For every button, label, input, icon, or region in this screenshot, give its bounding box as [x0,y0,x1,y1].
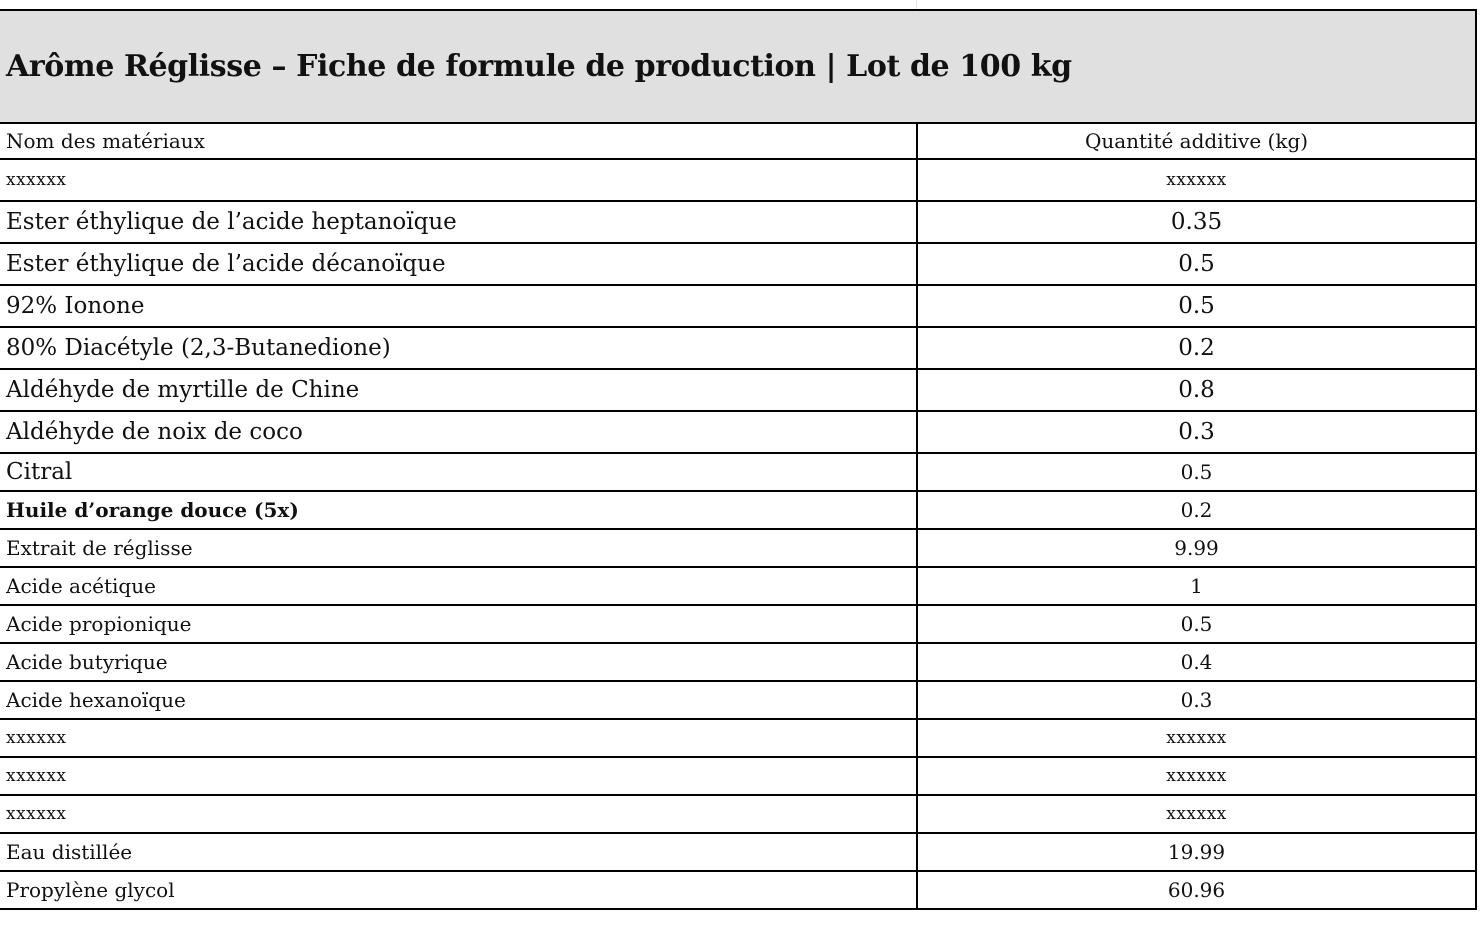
material-name-cell[interactable]: Acide acétique [0,567,917,605]
table-row [0,681,1476,719]
quantity-cell[interactable]: 0.5 [917,285,1476,327]
table-row [0,605,1476,643]
table-row [0,453,1476,491]
quantity-cell[interactable]: 0.2 [917,491,1476,529]
column-separator [916,0,917,9]
sheet-title[interactable]: Arôme Réglisse – Fiche de formule de production | Lot de 100 kg [0,10,1476,123]
table-row [0,285,1476,327]
quantity-cell[interactable]: 9.99 [917,529,1476,567]
material-name-cell[interactable]: Acide propionique [0,605,917,643]
header-quantity[interactable]: Quantité additive (kg) [917,123,1476,159]
quantity-cell[interactable]: 0.35 [917,201,1476,243]
table-row [0,833,1476,871]
table-row [0,369,1476,411]
table-row [0,201,1476,243]
quantity-cell[interactable]: 0.4 [917,643,1476,681]
material-name-cell[interactable]: xxxxxx [0,757,917,795]
table-row [0,795,1476,833]
material-name-cell[interactable]: 92% Ionone [0,285,917,327]
quantity-cell[interactable]: xxxxxx [917,795,1476,833]
table-row [0,871,1476,909]
table-row [0,159,1476,201]
header-material-name[interactable]: Nom des matériaux [0,123,917,159]
table-row [0,243,1476,285]
material-name-cell[interactable]: Acide hexanoïque [0,681,917,719]
quantity-cell[interactable]: 0.8 [917,369,1476,411]
material-name-cell[interactable]: Propylène glycol [0,871,917,909]
table-row [0,757,1476,795]
material-name-cell[interactable]: Acide butyrique [0,643,917,681]
table-row [0,491,1476,529]
quantity-cell[interactable]: 1 [917,567,1476,605]
formula-table [0,9,1477,910]
quantity-cell[interactable]: 0.5 [917,605,1476,643]
quantity-cell[interactable]: xxxxxx [917,159,1476,201]
quantity-cell[interactable]: 0.5 [917,453,1476,491]
table-row [0,643,1476,681]
material-name-cell[interactable]: xxxxxx [0,159,917,201]
material-name-cell[interactable]: Ester éthylique de l’acide décanoïque [0,243,917,285]
header-row [0,123,1476,159]
material-name-cell[interactable]: Eau distillée [0,833,917,871]
material-name-cell[interactable]: Huile d’orange douce (5x) [0,491,917,529]
table-row [0,327,1476,369]
material-name-cell[interactable]: Ester éthylique de l’acide heptanoïque [0,201,917,243]
quantity-cell[interactable]: 0.3 [917,681,1476,719]
quantity-cell[interactable]: 0.5 [917,243,1476,285]
table-row [0,529,1476,567]
table-row [0,719,1476,757]
table-row [0,411,1476,453]
table-row [0,567,1476,605]
sheet-top-gridline [0,0,1484,9]
material-name-cell[interactable]: Aldéhyde de myrtille de Chine [0,369,917,411]
material-name-cell[interactable]: Aldéhyde de noix de coco [0,411,917,453]
quantity-cell[interactable]: 60.96 [917,871,1476,909]
material-name-cell[interactable]: Extrait de réglisse [0,529,917,567]
quantity-cell[interactable]: xxxxxx [917,757,1476,795]
quantity-cell[interactable]: 19.99 [917,833,1476,871]
material-name-cell[interactable]: xxxxxx [0,719,917,757]
quantity-cell[interactable]: xxxxxx [917,719,1476,757]
material-name-cell[interactable]: Citral [0,453,917,491]
material-name-cell[interactable]: xxxxxx [0,795,917,833]
material-name-cell[interactable]: 80% Diacétyle (2,3-Butanedione) [0,327,917,369]
title-row [0,10,1476,123]
quantity-cell[interactable]: 0.3 [917,411,1476,453]
quantity-cell[interactable]: 0.2 [917,327,1476,369]
